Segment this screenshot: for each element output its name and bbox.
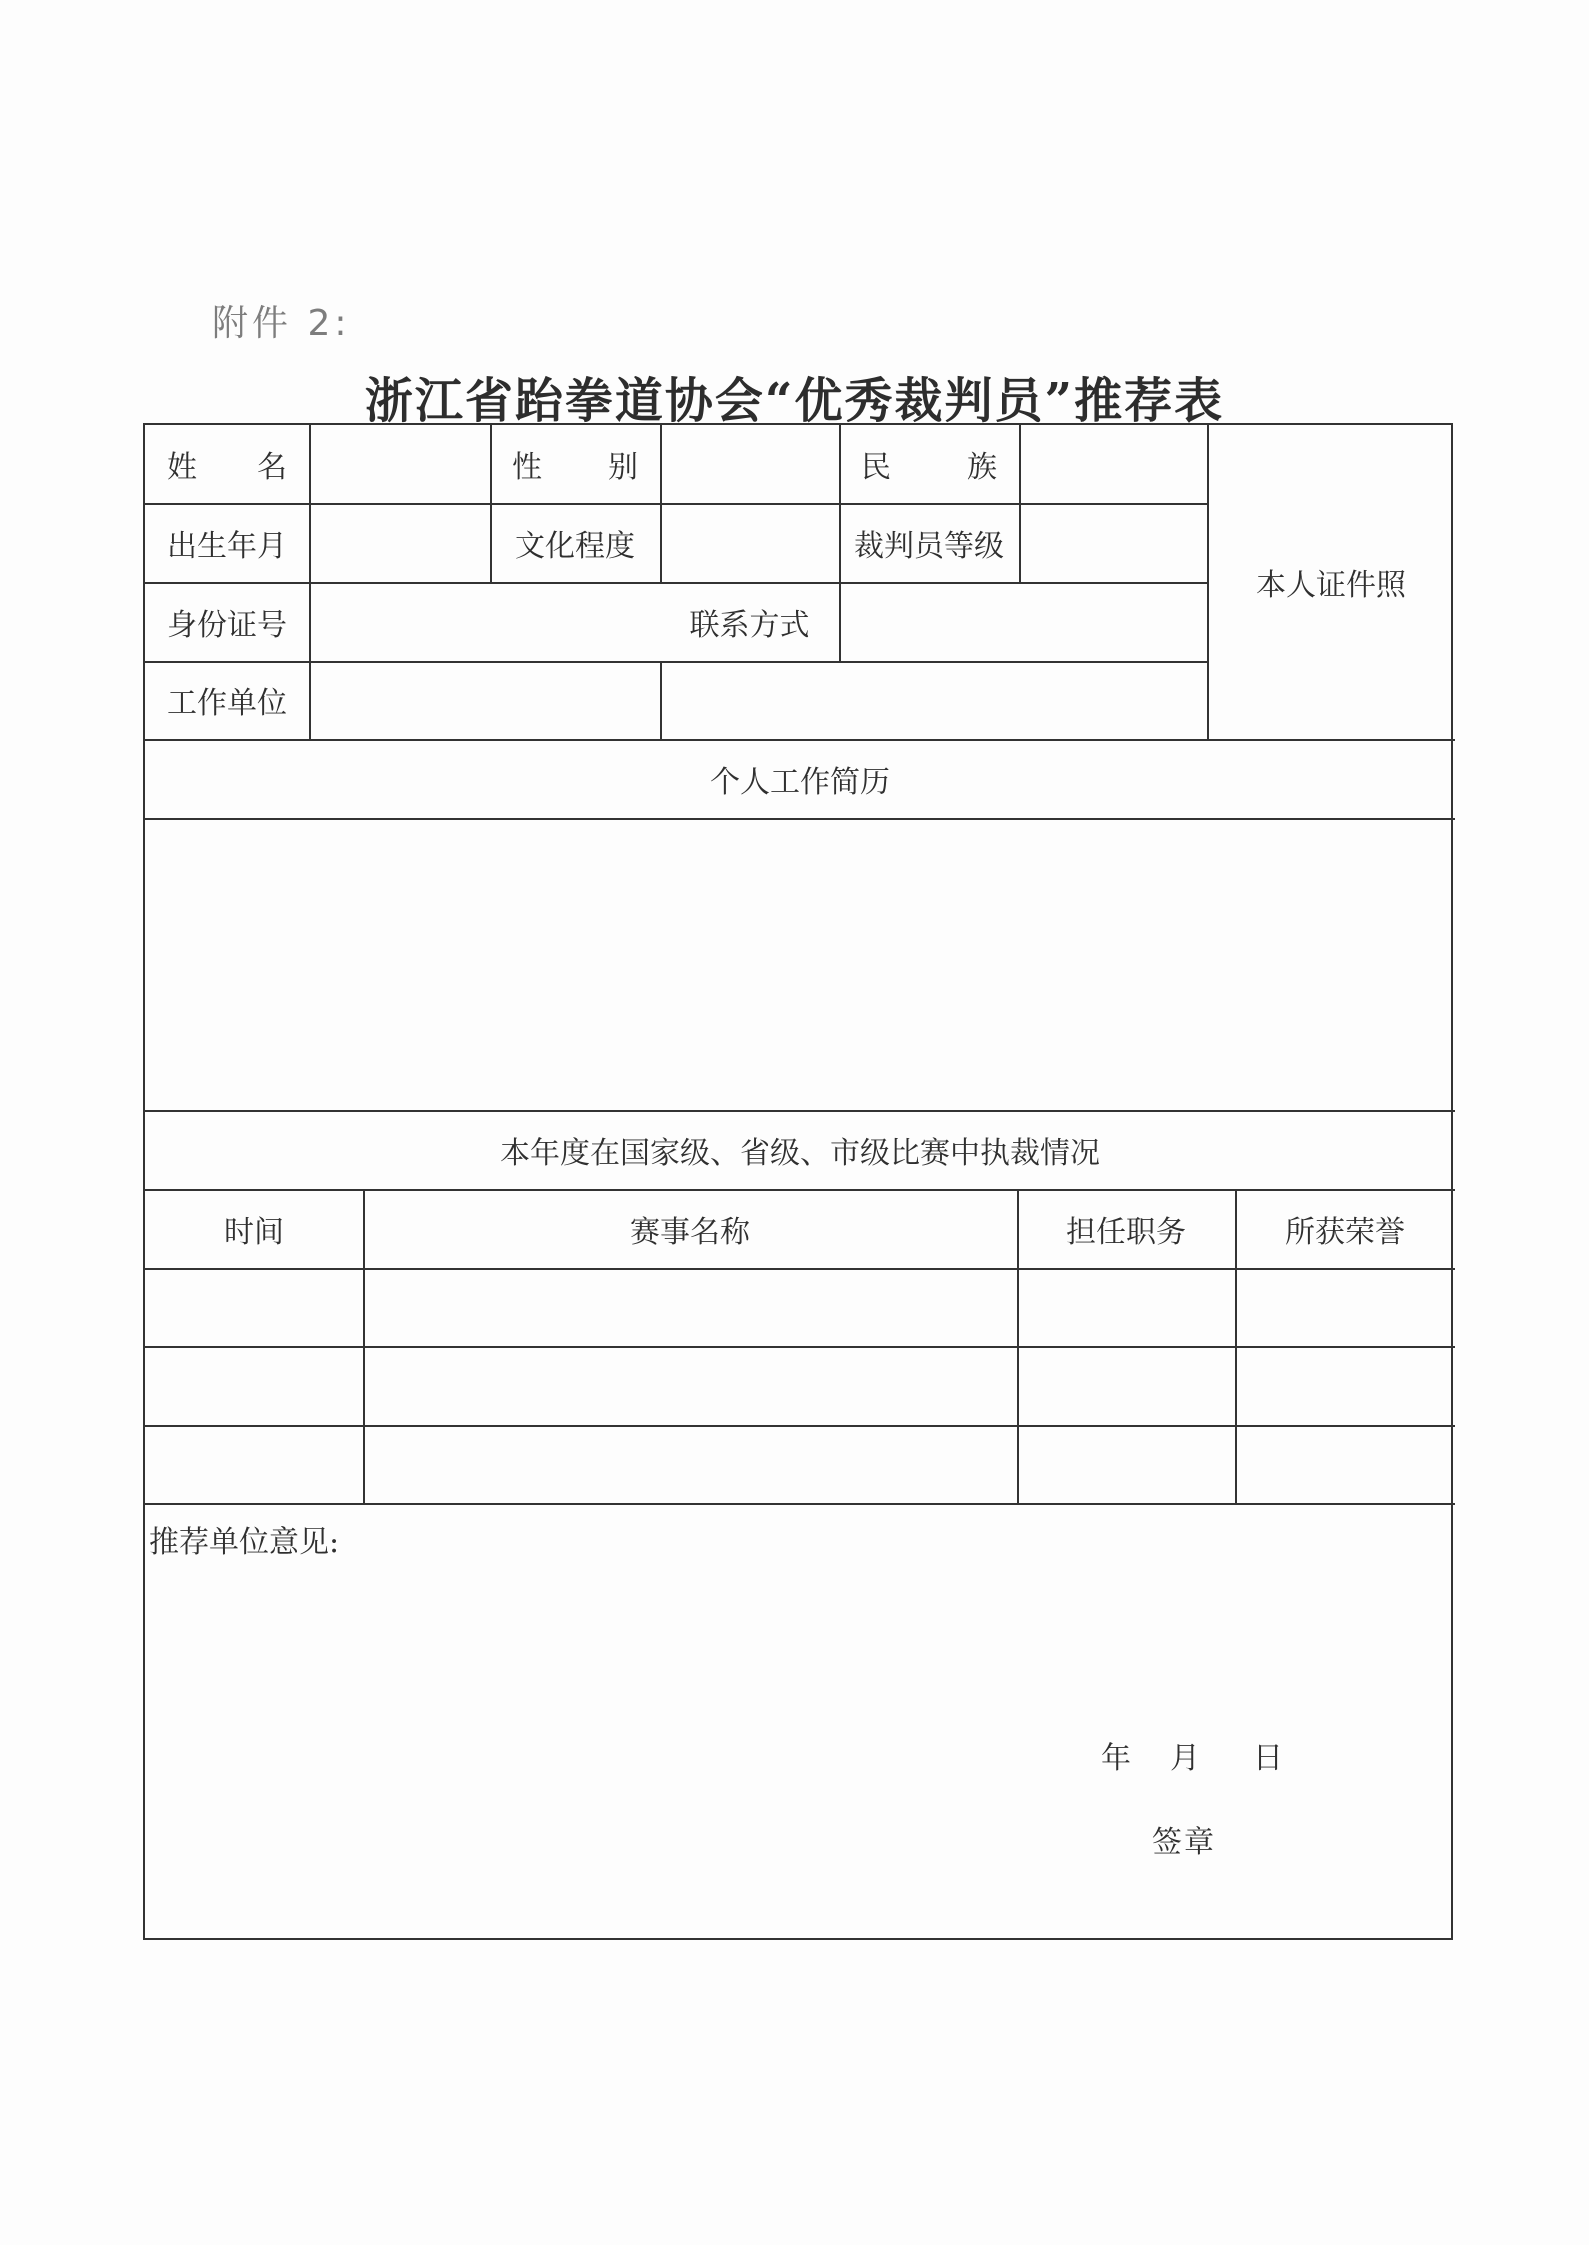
resume-content-area[interactable] [145,818,1455,1110]
contact-label: 联系方式 [689,607,810,643]
resume-section-header: 个人工作简历 [710,764,890,800]
date-month-label: 月 [1170,1741,1200,1776]
column-header-time: 时间 [224,1214,284,1250]
name-label-char-1: 姓 [167,450,197,485]
attachment-label: 附件 2: [212,303,351,344]
gender-label-char-1: 性 [512,450,542,485]
date-day-label: 日 [1253,1741,1283,1776]
recommendation-opinion-label: 推荐单位意见: [149,1525,340,1560]
referee-level-field[interactable] [1019,503,1207,582]
workplace-label: 工作单位 [167,686,287,721]
id-number-label: 身份证号 [167,607,287,643]
refereeing-section-header: 本年度在国家级、省级、市级比赛中执裁情况 [500,1135,1100,1171]
column-header-event-name: 赛事名称 [630,1214,750,1250]
name-label-char-2: 名 [257,450,287,485]
name-value-field[interactable] [309,425,490,503]
table-row[interactable] [145,1346,1455,1425]
table-row[interactable] [145,1268,1455,1346]
seal-label: 签章 [1152,1825,1216,1860]
referee-level-label: 裁判员等级 [854,528,1004,564]
gender-label-char-2: 别 [608,450,638,485]
education-label: 文化程度 [515,528,635,564]
photo-placeholder: 本人证件照 [1256,568,1406,603]
workplace-field[interactable] [309,661,1207,739]
ethnicity-label [839,425,1019,503]
ethnicity-value-field[interactable] [1019,425,1207,503]
name-label [145,425,309,503]
gender-label [490,425,660,503]
education-field[interactable] [660,503,839,582]
date-year-label: 年 [1101,1741,1131,1776]
form-title: 浙江省跆拳道协会“优秀裁判员”推荐表 [364,373,1225,429]
ethnicity-label-char-2: 族 [967,450,997,485]
table-row[interactable] [145,1425,1455,1503]
column-header-role: 担任职务 [1066,1214,1186,1250]
ethnicity-label-char-1: 民 [861,450,891,485]
birth-date-field[interactable] [309,503,490,582]
birth-date-label: 出生年月 [167,528,287,564]
column-header-honors: 所获荣誉 [1285,1214,1405,1250]
gender-value-field[interactable] [660,425,839,503]
contact-field[interactable] [839,582,1207,661]
recommendation-form-table [143,423,1453,1940]
id-number-field[interactable] [309,582,660,661]
